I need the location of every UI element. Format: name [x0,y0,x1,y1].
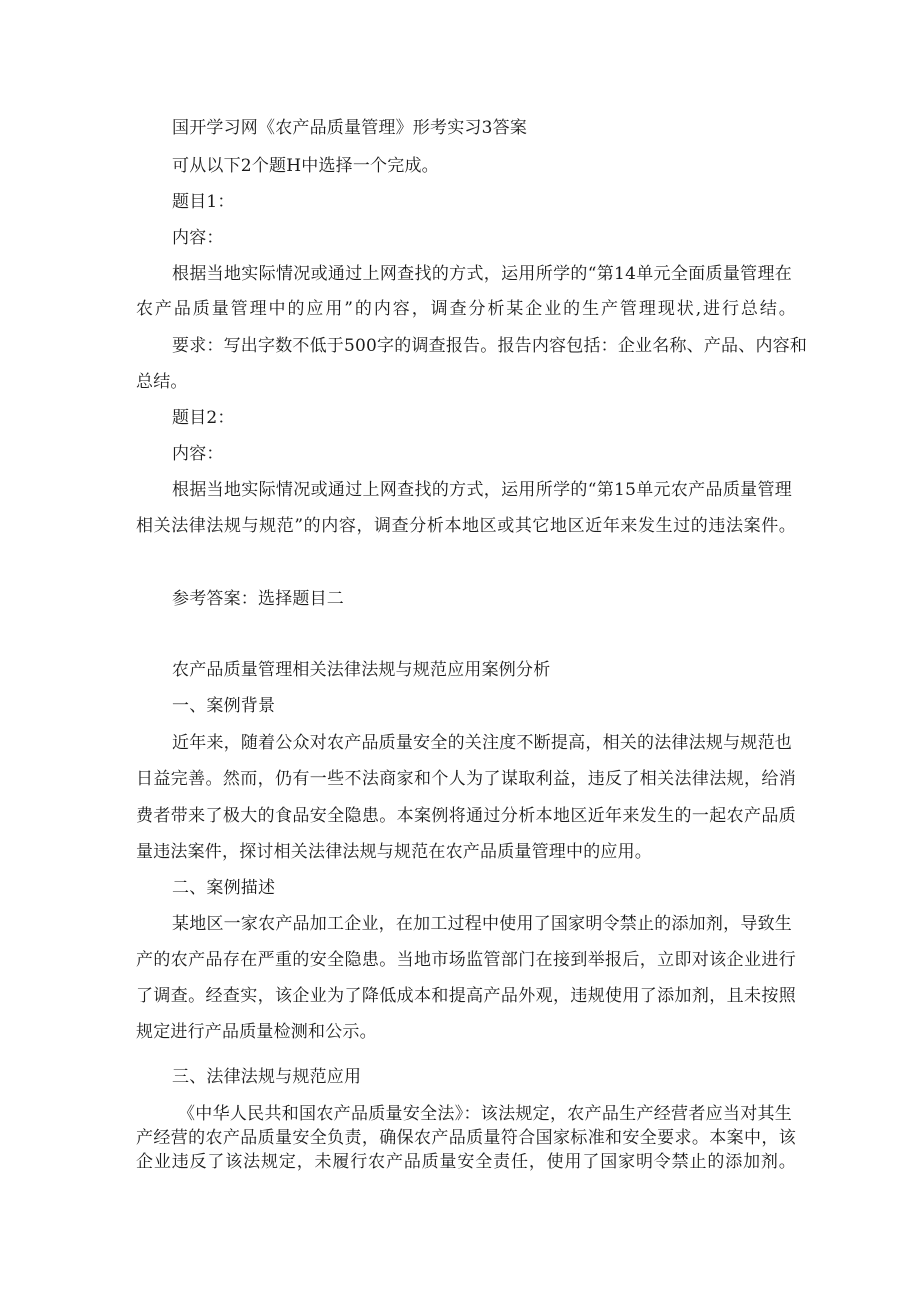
answer-label: 参考答案：选择题目二 [172,589,344,609]
topic1-content-label: 内容： [172,228,224,248]
topic2-content-line: 根据当地实际情况或通过上网查找的方式，运用所学的“第15单元农产品质量管理 [172,480,792,500]
section1-heading: 一、案例背景 [172,696,276,716]
section1-line: 日益完善。然而，仍有一些不法商家和个人为了谋取利益，违反了相关法律法规，给消 [136,769,796,789]
section3-heading: 三、法律法规与规范应用 [172,1067,362,1087]
section1-line: 量违法案件，探讨相关法律法规与规范在农产品质量管理中的应用。 [136,842,652,862]
section2-line: 某地区一家农产品加工企业，在加工过程中使用了国家明令禁止的添加剂，导致生 [172,914,792,934]
section2-line: 规定进行产品质量检测和公示。 [136,1022,377,1042]
section3-line: 产经营的农产品质量安全负责，确保农产品质量符合国家标准和安全要求。本案中，该 [136,1128,796,1148]
section3-line: 企业违反了该法规定，未履行农产品质量安全责任，使用了国家明令禁止的添加剂。 [136,1152,796,1172]
section2-line: 产的农产品存在严重的安全隐患。当地市场监管部门在接到举报后，立即对该企业进行 [136,950,796,970]
topic1-label: 题目1： [172,192,235,212]
document-title: 国开学习网《农产品质量管理》形考实习3答案 [172,118,528,138]
topic1-content-line: 农产品质量管理中的应用”的内容，调查分析某企业的生产管理现状,进行总结。 [136,299,796,319]
report-title: 农产品质量管理相关法律法规与规范应用案例分析 [172,660,551,680]
instruction-text: 可从以下2个题H中选择一个完成。 [172,156,439,176]
section3-line: 《中华人民共和国农产品质量安全法》：该法规定，农产品生产经营者应当对其生 [178,1104,792,1124]
section1-line: 费者带来了极大的食品安全隐患。本案例将通过分析本地区近年来发生的一起农产品质 [136,806,796,826]
topic1-requirement-line: 要求：写出字数不低于500字的调查报告。报告内容包括：企业名称、产品、内容和 [172,336,808,356]
topic1-requirement-line: 总结。 [136,372,188,392]
topic1-content-line: 根据当地实际情况或通过上网查找的方式，运用所学的“第14单元全面质量管理在 [172,264,792,284]
section2-heading: 二、案例描述 [172,878,276,898]
topic2-label: 题目2： [172,408,235,428]
topic2-content-line: 相关法律法规与规范”的内容，调查分析本地区或其它地区近年来发生过的违法案件。 [136,516,796,536]
section2-line: 了调查。经查实，该企业为了降低成本和提高产品外观，违规使用了添加剂，且未按照 [136,986,796,1006]
section1-line: 近年来，随着公众对农产品质量安全的关注度不断提高，相关的法律法规与规范也 [172,733,792,753]
topic2-content-label: 内容： [172,444,224,464]
